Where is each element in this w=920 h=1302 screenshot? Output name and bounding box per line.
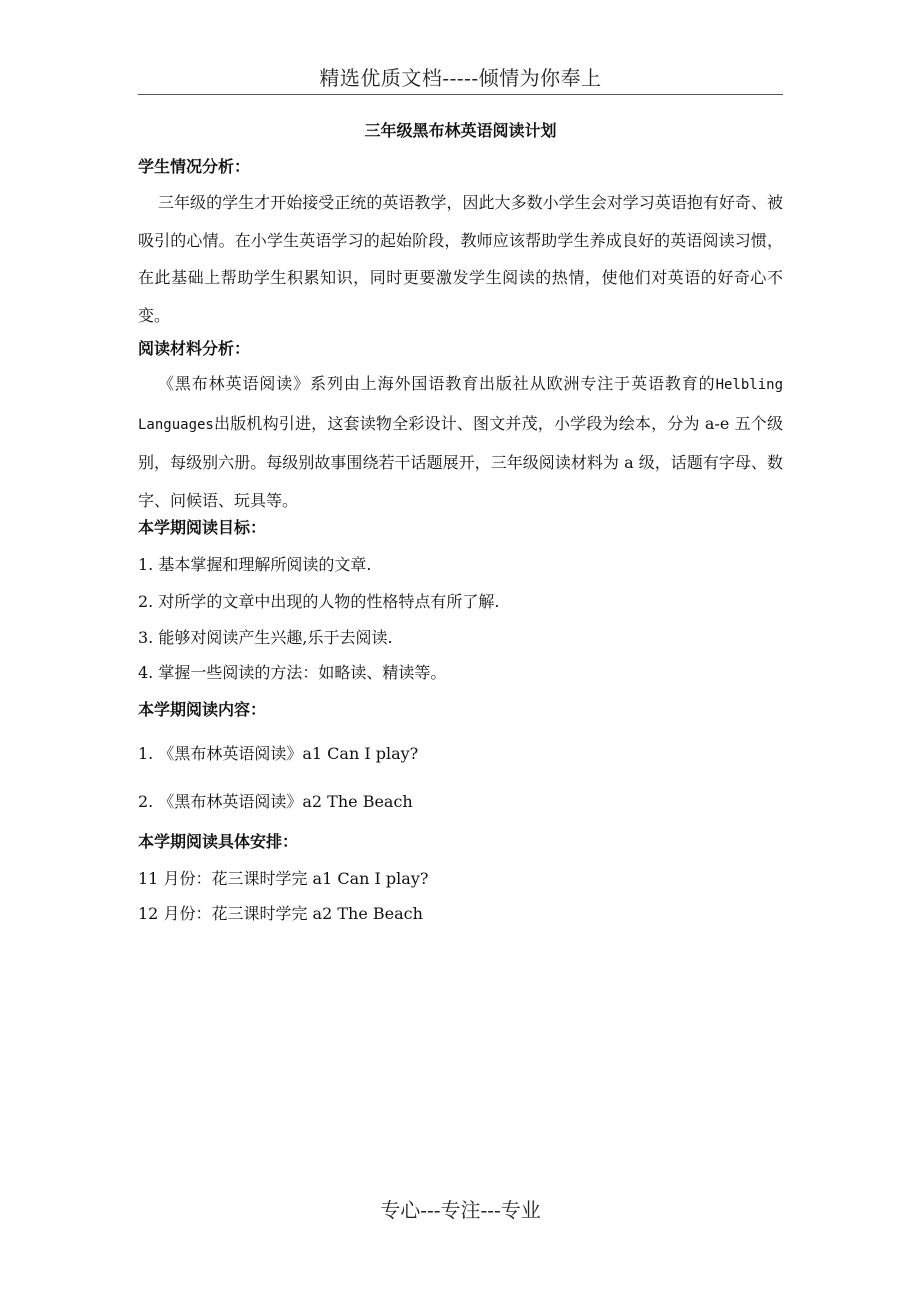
goal-item: 2. 对所学的文章中出现的人物的性格特点有所了解. — [138, 592, 500, 611]
document-title: 三年级黑布林英语阅读计划 — [364, 121, 557, 140]
schedule-item: 11 月份：花三课时学完 a1 Can I play? — [138, 869, 429, 888]
schedule-heading: 本学期阅读具体安排： — [138, 832, 299, 851]
content-item: 2. 《黑布林英语阅读》a2 The Beach — [138, 792, 413, 811]
content-item: 1. 《黑布林英语阅读》a1 Can I play? — [138, 744, 419, 763]
materials-text-part1: 《黑布林英语阅读》系列由上海外国语教育出版社从欧洲专注于英语教育的 — [158, 374, 716, 393]
publisher-name: Helbling Languages — [138, 377, 783, 433]
students-analysis-heading: 学生情况分析： — [138, 157, 251, 176]
goal-item: 4. 掌握一些阅读的方法：如略读、精读等。 — [138, 663, 447, 682]
page-header: 精选优质文档-----倾情为你奉上 — [138, 62, 783, 95]
materials-analysis-paragraph — [138, 365, 783, 519]
page-footer: 专心---专注---专业 — [380, 1198, 541, 1222]
students-analysis-paragraph: 三年级的学生才开始接受正统的英语教学，因此大多数小学生会对学习英语抱有好奇、被吸引的心情。在小学生英语学习的起始阶段，教师应该帮助学生养成良好的英语阅读习惯，在此基础上帮助学生积累知识，同时更要激发学生阅读的热情，使他们对英语的好奇心不变。 — [138, 193, 783, 325]
content-heading: 本学期阅读内容： — [138, 700, 267, 719]
materials-text-part2: 出版机构引进，这套读物全彩设计、图文并茂，小学段为绘本，分为 a-e 五个级别，每级别六册。每级别故事围绕若干话题展开，三年级阅读材料为 a 级，话题有字母、数字、问候语、玩具等。 — [138, 413, 783, 510]
goal-item: 1. 基本掌握和理解所阅读的文章. — [138, 555, 372, 574]
schedule-item: 12 月份：花三课时学完 a2 The Beach — [138, 904, 423, 923]
goals-heading: 本学期阅读目标： — [138, 518, 267, 537]
materials-analysis-heading: 阅读材料分析： — [138, 339, 251, 358]
goal-item: 3. 能够对阅读产生兴趣,乐于去阅读. — [138, 628, 393, 647]
